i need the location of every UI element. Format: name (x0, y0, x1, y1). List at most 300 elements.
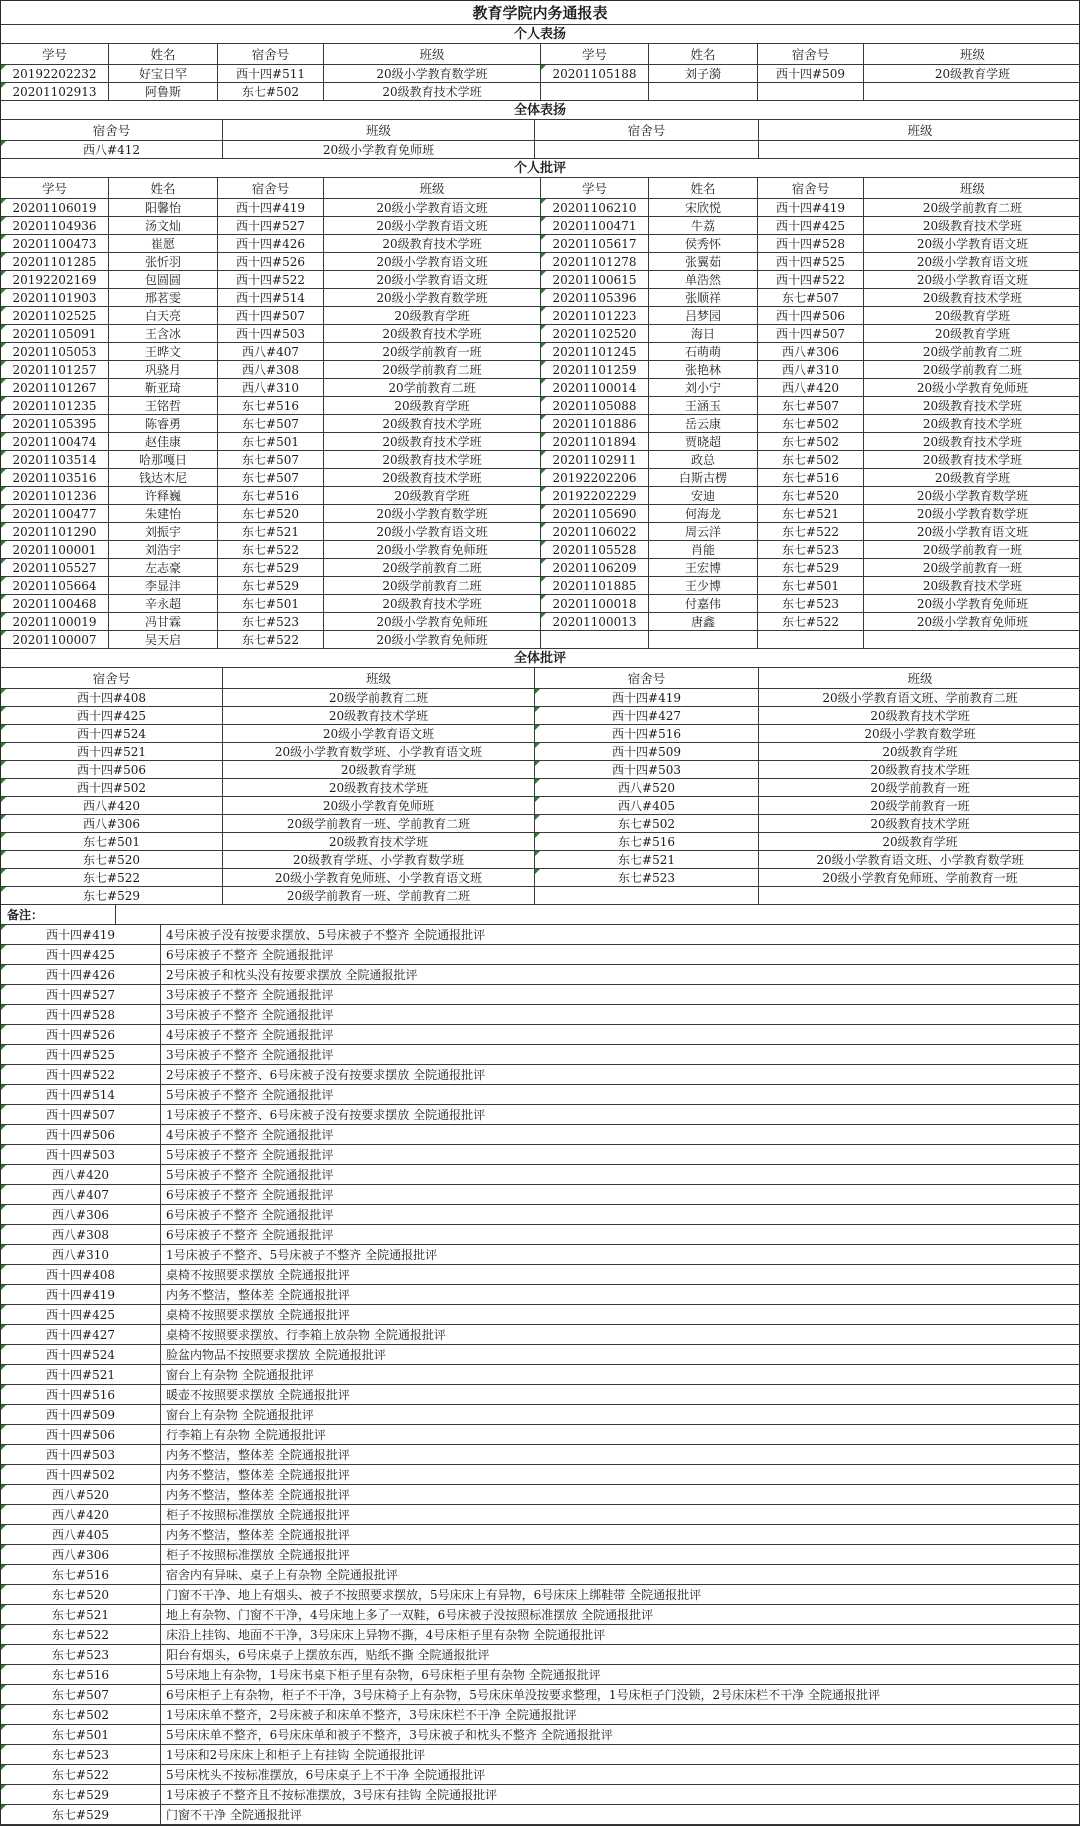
class-cell: 20级教育技术学班 (759, 761, 1080, 779)
remark-note-cell: 柜子不按照标准摆放 全院通报批评 (161, 1505, 1080, 1525)
class-cell: 20级小学教育免师班 (324, 631, 541, 649)
class-cell: 20级小学教育语文班 (324, 253, 541, 271)
table-row (1, 797, 1079, 815)
student-id-cell: 20201100471 (541, 217, 649, 235)
remark-row (1, 1325, 1079, 1345)
column-header: 姓名 (109, 178, 218, 199)
remark-dorm-cell: 西十四#527 (1, 985, 161, 1005)
dorm-cell: 西十四#419 (758, 199, 864, 217)
student-id-cell: 20201101257 (1, 361, 109, 379)
remark-dorm-cell: 东七#502 (1, 1705, 161, 1725)
table-row (1, 743, 1079, 761)
remark-row (1, 1405, 1079, 1425)
student-id-cell: 20201105188 (541, 65, 649, 83)
dorm-cell: 西十四#506 (1, 761, 223, 779)
name-cell: 左志豪 (109, 559, 218, 577)
name-cell: 张艳林 (649, 361, 758, 379)
remark-note-cell: 3号床被子不整齐 全院通报批评 (161, 1045, 1080, 1065)
remark-dorm-cell: 西十四#503 (1, 1445, 161, 1465)
remark-dorm-cell: 西八#306 (1, 1205, 161, 1225)
class-cell: 20级学前教育一班 (324, 343, 541, 361)
remark-row (1, 1785, 1079, 1805)
dorm-cell: 西十四#509 (535, 743, 759, 761)
dorm-cell: 西八#405 (535, 797, 759, 815)
student-id-cell: 20201100007 (1, 631, 109, 649)
dorm-cell: 西十四#427 (535, 707, 759, 725)
remark-row (1, 1805, 1079, 1825)
name-cell: 周云洋 (649, 523, 758, 541)
section-header-personal-criticism: 个人批评 (1, 159, 1079, 178)
name-cell: 安迪 (649, 487, 758, 505)
table-row (1, 541, 1079, 559)
remark-dorm-cell: 西十四#526 (1, 1025, 161, 1045)
class-cell: 20级教育技术学班 (864, 433, 1080, 451)
name-cell: 冯甘霖 (109, 613, 218, 631)
dorm-cell: 东七#501 (218, 433, 324, 451)
name-cell: 石萌萌 (649, 343, 758, 361)
dorm-cell: 西十四#507 (758, 325, 864, 343)
dorm-cell (535, 887, 759, 905)
remark-dorm-cell: 东七#529 (1, 1805, 161, 1825)
personal-praise-rows (1, 65, 1079, 101)
remark-row (1, 1345, 1079, 1365)
table-row (1, 141, 1079, 159)
name-cell: 肖能 (649, 541, 758, 559)
class-cell: 20级小学教育语文班 (864, 253, 1080, 271)
remark-note-cell: 2号床被子和枕头没有按要求摆放 全院通报批评 (161, 965, 1080, 985)
name-cell: 朱建怡 (109, 505, 218, 523)
table-row (1, 725, 1079, 743)
dorm-cell: 东七#529 (1, 887, 223, 905)
name-cell: 王含冰 (109, 325, 218, 343)
remark-note-cell: 柜子不按照标准摆放 全院通报批评 (161, 1545, 1080, 1565)
dorm-cell: 西八#420 (758, 379, 864, 397)
column-header: 班级 (223, 668, 535, 689)
remark-note-cell: 5号床枕头不按标准摆放，6号床桌子上不干净 全院通报批评 (161, 1765, 1080, 1785)
dorm-cell: 西十四#509 (758, 65, 864, 83)
dorm-cell: 东七#501 (218, 595, 324, 613)
dorm-cell: 西十四#525 (758, 253, 864, 271)
remark-note-cell: 5号床被子不整齐 全院通报批评 (161, 1085, 1080, 1105)
class-cell: 20级学前教育二班 (864, 361, 1080, 379)
class-cell: 20级学前教育一班 (759, 779, 1080, 797)
dorm-cell: 西十四#522 (218, 271, 324, 289)
column-header: 学号 (1, 44, 109, 65)
dorm-cell: 西十四#426 (218, 235, 324, 253)
student-id-cell: 20201101223 (541, 307, 649, 325)
column-header: 班级 (759, 120, 1080, 141)
column-header: 学号 (1, 178, 109, 199)
dorm-cell: 东七#507 (218, 451, 324, 469)
name-cell: 钱达木尼 (109, 469, 218, 487)
student-id-cell: 20201101278 (541, 253, 649, 271)
dorm-cell: 东七#529 (758, 559, 864, 577)
class-cell: 20级小学教育免师班 (324, 613, 541, 631)
remark-note-cell: 6号床被子不整齐 全院通报批评 (161, 1205, 1080, 1225)
remark-dorm-cell: 西十四#506 (1, 1125, 161, 1145)
remark-row (1, 1445, 1079, 1465)
student-id-cell: 20201106210 (541, 199, 649, 217)
dorm-cell: 西十四#527 (218, 217, 324, 235)
table-row (1, 451, 1079, 469)
dorm-cell: 东七#521 (758, 505, 864, 523)
class-cell: 20级小学教育语文班 (864, 523, 1080, 541)
student-id-cell: 20192202229 (541, 487, 649, 505)
class-cell: 20级小学教育数学班 (864, 487, 1080, 505)
table-row (1, 397, 1079, 415)
remark-row (1, 1725, 1079, 1745)
column-header: 宿舍号 (1, 120, 223, 141)
remark-note-cell: 5号床被子不整齐 全院通报批评 (161, 1165, 1080, 1185)
name-cell: 刘小宁 (649, 379, 758, 397)
student-id-cell: 20201100477 (1, 505, 109, 523)
class-cell: 20级小学教育免师班 (864, 613, 1080, 631)
student-id-cell: 20192202169 (1, 271, 109, 289)
column-header: 宿舍号 (218, 178, 324, 199)
remark-dorm-cell: 西十四#419 (1, 1285, 161, 1305)
dorm-cell: 西十四#503 (218, 325, 324, 343)
remark-note-cell: 内务不整洁，整体差 全院通报批评 (161, 1465, 1080, 1485)
student-id-cell: 20201105690 (541, 505, 649, 523)
name-cell: 好宝日罕 (109, 65, 218, 83)
class-cell: 20级教育学班 (864, 469, 1080, 487)
class-cell: 20级小学教育数学班 (324, 505, 541, 523)
remark-dorm-cell: 西十四#426 (1, 965, 161, 985)
class-cell: 20级小学教育语文班 (223, 725, 535, 743)
table-row (1, 83, 1079, 101)
dorm-cell: 东七#516 (535, 833, 759, 851)
dorm-cell: 东七#522 (758, 613, 864, 631)
name-cell (649, 83, 758, 101)
name-cell: 包圆圆 (109, 271, 218, 289)
dorm-cell: 西十四#425 (1, 707, 223, 725)
remark-row (1, 1605, 1079, 1625)
dorm-cell: 西八#310 (758, 361, 864, 379)
class-cell: 20级教育技术学班 (864, 577, 1080, 595)
class-cell: 20级教育技术学班 (759, 815, 1080, 833)
student-id-cell: 20201100013 (541, 613, 649, 631)
student-id-cell: 20201105395 (1, 415, 109, 433)
student-id-cell: 20201103516 (1, 469, 109, 487)
remark-row (1, 1145, 1079, 1165)
remark-note-cell: 4号床被子没有按要求摆放、5号床被子不整齐 全院通报批评 (161, 925, 1080, 945)
remark-note-cell: 1号床被子不整齐、6号床被子没有按要求摆放 全院通报批评 (161, 1105, 1080, 1125)
group-praise-rows (1, 141, 1079, 159)
name-cell: 王晔文 (109, 343, 218, 361)
remark-row (1, 1025, 1079, 1045)
remark-note-cell: 4号床被子不整齐 全院通报批评 (161, 1125, 1080, 1145)
remark-note-cell: 门窗不干净 全院通报批评 (161, 1805, 1080, 1825)
class-cell: 20级教育学班 (864, 325, 1080, 343)
class-cell: 20级教育技术学班 (223, 779, 535, 797)
personal-criticism-rows (1, 199, 1079, 649)
name-cell: 刘子漪 (649, 65, 758, 83)
class-cell: 20级学前教育二班 (324, 559, 541, 577)
remark-row (1, 1705, 1079, 1725)
class-cell: 20级小学教育免师班 (324, 541, 541, 559)
name-cell: 吕梦园 (649, 307, 758, 325)
dorm-cell: 东七#523 (535, 869, 759, 887)
student-id-cell: 20201105528 (541, 541, 649, 559)
remark-note-cell: 1号床被子不整齐且不按标准摆放，3号床有挂钩 全院通报批评 (161, 1785, 1080, 1805)
remark-dorm-cell: 东七#520 (1, 1585, 161, 1605)
remark-note-cell: 宿舍内有异味、桌子上有杂物 全院通报批评 (161, 1565, 1080, 1585)
remark-note-cell: 脸盆内物品不按照要求摆放 全院通报批评 (161, 1345, 1080, 1365)
student-id-cell: 20201101259 (541, 361, 649, 379)
group-criticism-rows (1, 689, 1079, 905)
remark-note-cell: 1号床被子不整齐、5号床被子不整齐 全院通报批评 (161, 1245, 1080, 1265)
remark-dorm-cell: 东七#521 (1, 1605, 161, 1625)
column-header: 姓名 (649, 178, 758, 199)
table-row (1, 851, 1079, 869)
name-cell: 唐鑫 (649, 613, 758, 631)
class-cell: 20级教育学班 (223, 761, 535, 779)
remark-row (1, 1425, 1079, 1445)
section-header-personal-praise: 个人表扬 (1, 25, 1079, 44)
remark-dorm-cell: 西十四#516 (1, 1385, 161, 1405)
class-cell: 20级教育学班 (864, 65, 1080, 83)
column-header: 宿舍号 (535, 668, 759, 689)
student-id-cell: 20201103514 (1, 451, 109, 469)
remark-note-cell: 窗台上有杂物 全院通报批评 (161, 1365, 1080, 1385)
dorm-cell: 东七#507 (218, 415, 324, 433)
class-cell: 20级教育技术学班 (324, 325, 541, 343)
remark-dorm-cell: 西十四#502 (1, 1465, 161, 1485)
remark-note-cell: 桌椅不按照要求摆放 全院通报批评 (161, 1265, 1080, 1285)
student-id-cell: 20201101886 (541, 415, 649, 433)
name-cell: 李显沣 (109, 577, 218, 595)
student-id-cell: 20201104936 (1, 217, 109, 235)
column-header: 学号 (541, 178, 649, 199)
name-cell: 张翼茹 (649, 253, 758, 271)
class-cell: 20级教育技术学班 (864, 289, 1080, 307)
dorm-cell: 东七#520 (758, 487, 864, 505)
table-row (1, 869, 1079, 887)
remark-dorm-cell: 西十四#525 (1, 1045, 161, 1065)
section-header-group-praise: 全体表扬 (1, 101, 1079, 120)
remark-row (1, 1225, 1079, 1245)
class-cell (864, 631, 1080, 649)
remark-dorm-cell: 西十四#425 (1, 1305, 161, 1325)
table-row (1, 887, 1079, 905)
column-header: 宿舍号 (535, 120, 759, 141)
dorm-cell: 西十四#521 (1, 743, 223, 761)
remark-note-cell: 1号床和2号床床上和柜子上有挂钩 全院通报批评 (161, 1745, 1080, 1765)
remark-row (1, 1585, 1079, 1605)
name-cell: 王铭哲 (109, 397, 218, 415)
dorm-cell: 西八#308 (218, 361, 324, 379)
remark-dorm-cell: 西八#405 (1, 1525, 161, 1545)
dorm-cell: 西八#306 (758, 343, 864, 361)
table-row (1, 577, 1079, 595)
student-id-cell: 20201102525 (1, 307, 109, 325)
remark-row (1, 1625, 1079, 1645)
student-id-cell: 20201100014 (541, 379, 649, 397)
dorm-cell: 西十四#524 (1, 725, 223, 743)
remark-note-cell: 2号床被子不整齐、6号床被子没有按要求摆放 全院通报批评 (161, 1065, 1080, 1085)
remark-dorm-cell: 西十四#425 (1, 945, 161, 965)
student-id-cell: 20201105396 (541, 289, 649, 307)
class-cell: 20级学前教育二班 (864, 199, 1080, 217)
class-cell: 20学前教育二班 (324, 379, 541, 397)
remark-row (1, 1105, 1079, 1125)
class-cell: 20级教育技术学班 (864, 451, 1080, 469)
remark-row (1, 1165, 1079, 1185)
column-header: 宿舍号 (758, 44, 864, 65)
class-cell: 20级教育学班 (864, 307, 1080, 325)
remark-dorm-cell: 西八#520 (1, 1485, 161, 1505)
class-cell: 20级教育技术学班 (324, 235, 541, 253)
remark-row (1, 1665, 1079, 1685)
remark-dorm-cell: 西十四#514 (1, 1085, 161, 1105)
remark-row (1, 1545, 1079, 1565)
class-cell: 20级小学教育语文班 (324, 523, 541, 541)
class-cell (759, 887, 1080, 905)
remark-row (1, 1245, 1079, 1265)
remark-note-cell: 1号床床单不整齐，2号床被子和床单不整齐，3号床床栏不干净 全院通报批评 (161, 1705, 1080, 1725)
table-row (1, 523, 1079, 541)
table-row (1, 613, 1079, 631)
remark-dorm-cell: 西十四#524 (1, 1345, 161, 1365)
dorm-cell: 西十四#425 (758, 217, 864, 235)
remarks-header-spacer (116, 905, 1080, 925)
class-cell: 20级教育学班 (324, 487, 541, 505)
class-cell: 20级小学教育免师班 (864, 379, 1080, 397)
remark-dorm-cell: 西十四#408 (1, 1265, 161, 1285)
dorm-cell: 西十四#528 (758, 235, 864, 253)
remark-note-cell: 行李箱上有杂物 全院通报批评 (161, 1425, 1080, 1445)
table-row (1, 361, 1079, 379)
dorm-cell: 东七#507 (758, 397, 864, 415)
class-cell: 20级教育学班 (324, 307, 541, 325)
dorm-cell: 东七#522 (1, 869, 223, 887)
dorm-cell: 东七#502 (758, 415, 864, 433)
name-cell: 王宏博 (649, 559, 758, 577)
remark-row (1, 1765, 1079, 1785)
remark-row (1, 1505, 1079, 1525)
class-cell: 20级学前教育一班 (864, 541, 1080, 559)
class-cell: 20级教育学班 (759, 833, 1080, 851)
dorm-cell: 西十四#419 (218, 199, 324, 217)
dorm-cell: 东七#522 (218, 631, 324, 649)
name-cell: 刘振宇 (109, 523, 218, 541)
class-cell: 20级教育技术学班 (324, 433, 541, 451)
class-cell: 20级教育技术学班 (864, 217, 1080, 235)
remark-row (1, 1365, 1079, 1385)
remark-dorm-cell: 西十四#528 (1, 1005, 161, 1025)
class-cell: 20级小学教育数学班、小学教育语文班 (223, 743, 535, 761)
remark-row (1, 1065, 1079, 1085)
table-row (1, 235, 1079, 253)
class-cell: 20级教育技术学班 (324, 595, 541, 613)
remark-dorm-cell: 东七#522 (1, 1625, 161, 1645)
name-cell: 哈那嘎日 (109, 451, 218, 469)
remark-row (1, 1265, 1079, 1285)
remark-dorm-cell: 西十四#419 (1, 925, 161, 945)
name-cell: 付嘉伟 (649, 595, 758, 613)
remark-row (1, 1485, 1079, 1505)
student-id-cell: 20201102911 (541, 451, 649, 469)
remark-note-cell: 内务不整洁，整体差 全院通报批评 (161, 1445, 1080, 1465)
remark-row (1, 1645, 1079, 1665)
remarks-label: 备注： (1, 905, 116, 925)
remark-dorm-cell: 东七#522 (1, 1765, 161, 1785)
remark-dorm-cell: 东七#523 (1, 1745, 161, 1765)
name-cell: 侯秀怀 (649, 235, 758, 253)
class-cell: 20级学前教育二班 (864, 343, 1080, 361)
group-praise-column-headers (1, 120, 1079, 141)
remark-dorm-cell: 东七#501 (1, 1725, 161, 1745)
remark-row (1, 925, 1079, 945)
student-id-cell: 20201105664 (1, 577, 109, 595)
class-cell: 20级教育学班 (759, 743, 1080, 761)
student-id-cell: 20201105617 (541, 235, 649, 253)
dorm-cell (758, 83, 864, 101)
student-id-cell: 20201100001 (1, 541, 109, 559)
remark-note-cell: 内务不整洁，整体差 全院通报批评 (161, 1485, 1080, 1505)
dorm-cell: 东七#502 (758, 433, 864, 451)
table-row (1, 199, 1079, 217)
dorm-cell: 东七#502 (218, 83, 324, 101)
table-row (1, 689, 1079, 707)
remark-note-cell: 6号床被子不整齐 全院通报批评 (161, 945, 1080, 965)
class-cell: 20级小学教育数学班 (324, 65, 541, 83)
remark-row (1, 1685, 1079, 1705)
table-row (1, 487, 1079, 505)
class-cell: 20级教育技术学班 (864, 415, 1080, 433)
dorm-cell: 西十四#522 (758, 271, 864, 289)
dorm-cell: 东七#520 (1, 851, 223, 869)
name-cell: 阳馨怡 (109, 199, 218, 217)
table-row (1, 559, 1079, 577)
student-id-cell: 20201101894 (541, 433, 649, 451)
dorm-cell (758, 631, 864, 649)
dorm-cell: 东七#523 (758, 541, 864, 559)
remark-row (1, 1085, 1079, 1105)
remark-dorm-cell: 东七#516 (1, 1665, 161, 1685)
column-header: 班级 (864, 44, 1080, 65)
remark-row (1, 1465, 1079, 1485)
column-header: 班级 (324, 178, 541, 199)
page-title: 教育学院内务通报表 (1, 1, 1079, 25)
name-cell (649, 631, 758, 649)
class-cell: 20级学前教育一班 (864, 559, 1080, 577)
remark-dorm-cell: 西十四#507 (1, 1105, 161, 1125)
name-cell: 靳亚琦 (109, 379, 218, 397)
name-cell: 张顺祥 (649, 289, 758, 307)
name-cell: 许释巍 (109, 487, 218, 505)
table-row (1, 307, 1079, 325)
column-header: 宿舍号 (218, 44, 324, 65)
name-cell: 邢茗雯 (109, 289, 218, 307)
dorm-cell: 西十四#507 (218, 307, 324, 325)
remark-note-cell: 6号床被子不整齐 全院通报批评 (161, 1185, 1080, 1205)
student-id-cell: 20201100468 (1, 595, 109, 613)
table-row (1, 595, 1079, 613)
dorm-cell: 西八#310 (218, 379, 324, 397)
name-cell: 白斯古楞 (649, 469, 758, 487)
remark-note-cell: 6号床柜子上有杂物，柜子不干净，3号床椅子上有杂物，5号床床单没按要求整理，1号床柜子门没锁，2号床床栏不干净 全院通报批评 (161, 1685, 1080, 1705)
table-row (1, 343, 1079, 361)
class-cell (864, 83, 1080, 101)
class-cell: 20级教育技术学班 (864, 397, 1080, 415)
dorm-cell: 西十四#503 (535, 761, 759, 779)
remark-dorm-cell: 东七#529 (1, 1785, 161, 1805)
remark-note-cell: 3号床被子不整齐 全院通报批评 (161, 985, 1080, 1005)
remark-dorm-cell: 西八#420 (1, 1505, 161, 1525)
name-cell: 吴天启 (109, 631, 218, 649)
dorm-cell: 西十四#408 (1, 689, 223, 707)
